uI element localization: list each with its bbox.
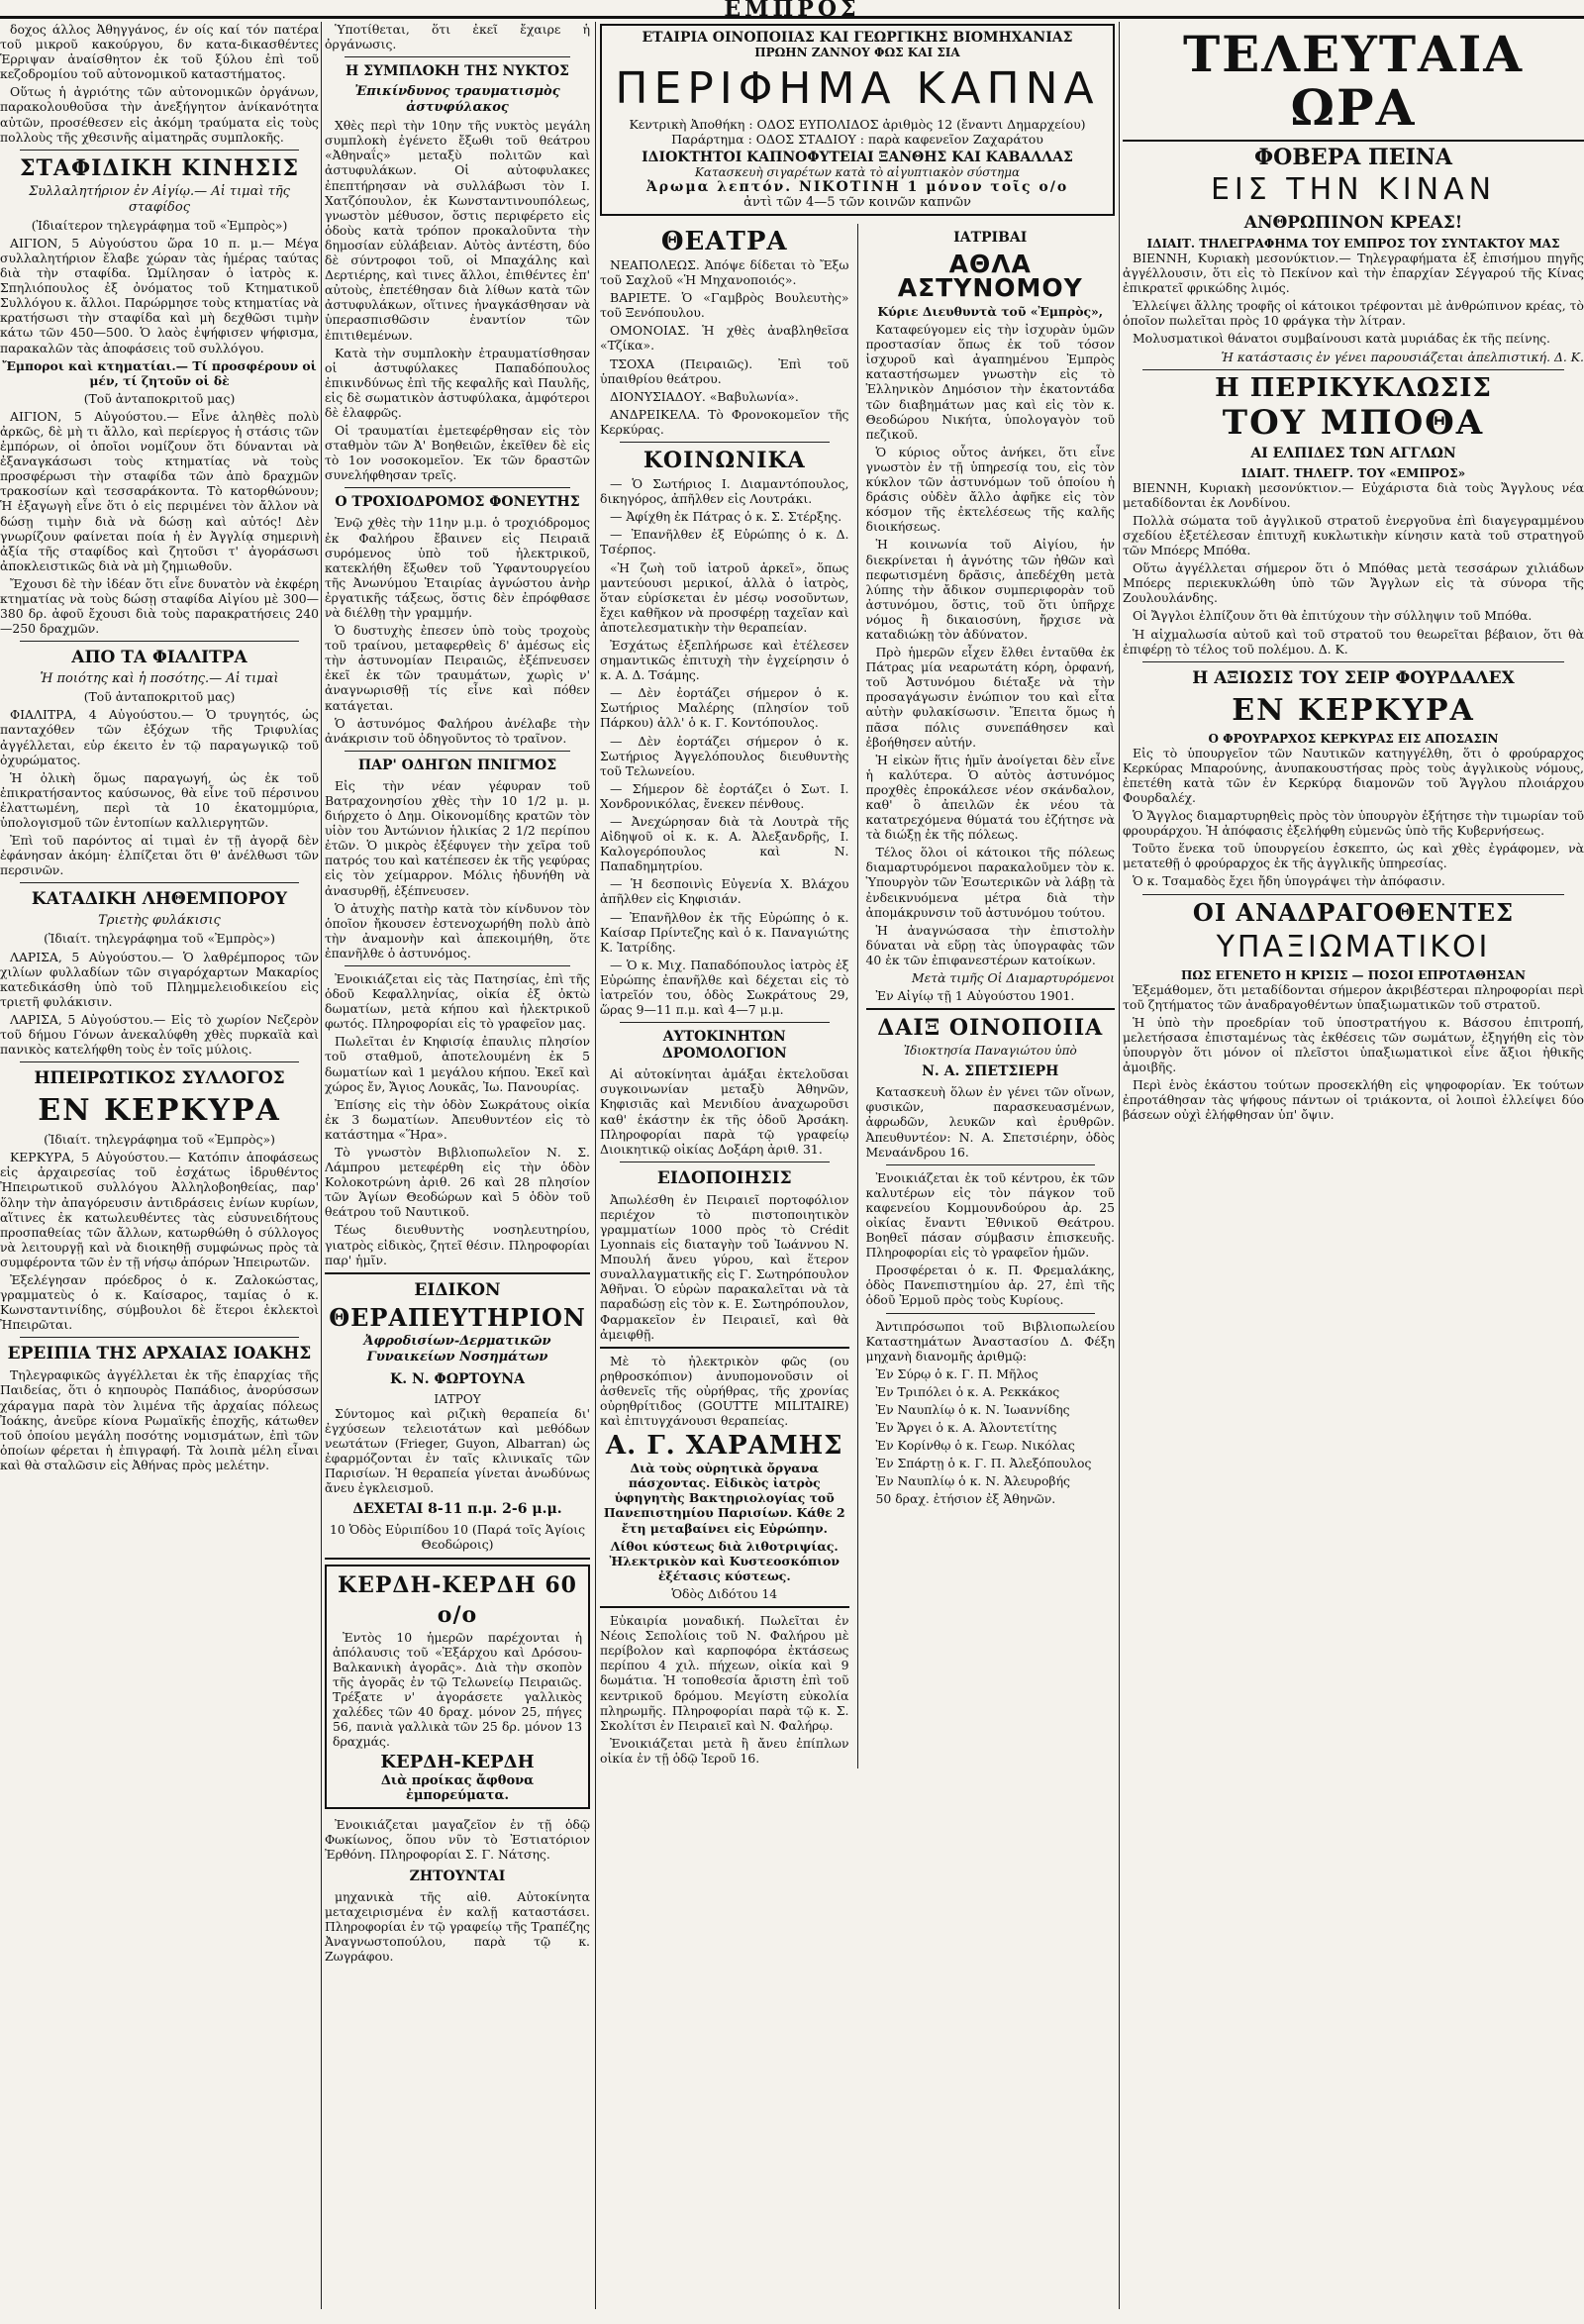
paragraph: ΔΙΟΝΥΣΙΑΔΟΥ. «Βαβυλωνία». — [610, 388, 799, 404]
paragraph: Εἰς τὴν νέαν γέφυραν τοῦ Βατραχονησίου χθὲς τὴν 10 1/2 μ. μ. διήρχετο ὁ Δημ. Οἰκονομίδης κρατῶν τὸν υἱὸν του Ἀντώνιον ἡλικίας 2 1/2 περίπου ἐτῶν. Ὁ μικρὸς ἐξέφυγεν τὴν χεῖρα τοῦ πατρός του καὶ κατέπεσεν ἐκ τῆς γεφύρας εἰς τὸν χείμαρρον. Μόλις ἠδυνήθη νὰ ἀνασυρθῇ, ἐξέπνευσεν. — [325, 777, 590, 898]
ad-hours: ΔΕΧΕΤΑΙ 8-11 π.μ. 2-6 μ.μ. — [352, 1501, 562, 1518]
subheadline: Τριετὴς φυλάκισις — [98, 913, 221, 929]
ad-kapna-title: ΠΕΡΙΦΗΜΑ ΚΑΠΝΑ — [615, 63, 1100, 114]
paragraph: Ἡ ὑπὸ τὴν προεδρίαν τοῦ ὑποστρατήγου κ. Βάσσου ἐπιτροπή, μελετήσασα ἐπισταμένως τὰς ἐκθέσεις τῶν σωμάτων, ἐξηγήθη εἰς τὸν ὑπουργὸν ὅτι μόνον οἱ πλεῖστοι ὑπαξιωματικοὶ εἶνε ἄξιοι ἠθικῆς ἀμοιβῆς. — [1123, 1014, 1584, 1074]
divider — [20, 641, 299, 642]
paragraph: ΤΣΟΧΑ (Πειραιῶς). Ἐπὶ τοῦ ὑπαιθρίου θεάτρου. — [600, 355, 849, 386]
divider — [1123, 140, 1584, 142]
paragraph: (Ἰδιαίτ. τηλεγράφημα τοῦ «Ἐμπρὸς») — [44, 931, 275, 947]
headline-athla: ΑΘΛΑ ΑΣΤΥΝΟΜΟΥ — [897, 250, 1083, 302]
ad-kapna — [600, 24, 1115, 216]
ad-doctor-name: Κ. Ν. ΦΩΡΤΟΥΝΑ — [390, 1370, 525, 1387]
paragraph: Ἀπωλέσθη ἐν Πειραιεῖ πορτοφόλιον περιέχον τὸ πιστοποιητικὸν γραμματίων 1000 πρὸς τὸ Crédit Lyonnais εἰς διαταγὴν τοῦ Ἰωάννου Ν. Μπουλή ἄνευ γύρου, καὶ ἕτερον συναλλαγματικῆς εἰς Γ. Σωτηρόπουλον Ἀθῆναι. Ὁ εὑρὼν παρακαλεῖται νὰ τὰ παραδώσῃ εἰς τὸν κ. Ε. Σωτηρόπουλον, Φαρμακεῖον ἐν Πειραιεῖ, καὶ θὰ ἀμειφθῇ. — [600, 1191, 849, 1342]
ad-address: 10 Ὁδὸς Εὐριπίδου 10 (Παρά τοῖς Ἁγίοις Θεοδώροις) — [329, 1522, 586, 1553]
ad-line: ἀντὶ τῶν 4—5 τῶν κοινῶν καπνῶν — [743, 195, 971, 210]
paragraph: Τέως διευθυντὴς νοσηλευτηρίου, γιατρὸς εἰδικὸς, ζητεῖ θέσιν. Πληροφορίαι παρ' ἡμῖν. — [325, 1222, 590, 1267]
paragraph: Ἐπὶ τοῦ παρόντος αἱ τιμαὶ ἐν τῇ ἀγορᾷ δὲν ἐφάνησαν ἀκόμη· ἐλπίζεται ὅτι θ' ἀνέλθωσι τῶν περσινῶν. — [0, 833, 319, 878]
paragraph: Οὕτως ἡ ἀγριότης τῶν αὐτονομικῶν ὀργάνων, παρακολουθοῦσα τὴν ἀνεξήγητον ἀνίκανότητα αὐτῶν, προσέθεσεν εἰς ἀκόμη τραύματα εἰς τοὺς πολλοὺς τῆς χθεσινῆς αἱματηρᾶς συμπλοκῆς. — [0, 84, 319, 145]
list-item: Ἐν Ναυπλίῳ ὁ κ. Ν. Ἀλευροβής — [875, 1473, 1070, 1489]
paragraph: ΟΜΟΝΟΙΑΣ. Ἡ χθὲς ἀναβληθεῖσα «Τζίκα». — [600, 323, 849, 354]
headline-fialitra: ΑΠΟ ΤΑ ΦΙΑΛΙΤΡΑ — [71, 648, 248, 668]
subheadline: Ἐπικίνδυνος τραυματισμὸς ἀστυφύλακος — [354, 84, 560, 116]
paragraph: Μὲ τὸ ἠλεκτρικὸν φῶς (ου ρηθροσκόπιον) ἀνυπομονοῦσιν οἱ ἀσθενεῖς τῆς οὐρήθρας, τῆς χρονίας οὐρηθρίτιδος (GOUTTE MILITAIRE) καὶ ἐπιτυγχάνουσι θεραπείας. — [600, 1353, 849, 1429]
headline-kerkyra: ΕΝ ΚΕΡΚΥΡΑ — [1232, 692, 1475, 728]
paragraph: Ὁ κύριος οὗτος ἀνήκει, ὅτι εἶνε γνωστὸν ἐν τῇ ὑπηρεσίᾳ του, εἰς τὸν κύκλον τῶν ἀστυνόμων τοῦ ὁποίου ἡ δράσις οὐδὲν ἄλλο ἀφῆκε εἰς τὸν κόσμον τῆς ἐκτελέσεως τῆς καλῆς διοικήσεως. — [865, 444, 1115, 535]
divider — [1142, 661, 1564, 662]
ad-charamis-title: Α. Γ. ΧΑΡΑΜΗΣ — [605, 1431, 843, 1462]
column-2 — [325, 22, 590, 2309]
paragraph: Σύντομος καὶ ριζικὴ θεραπεία δι' ἐγχύσεων τελειοτάτων καὶ μεθόδων νεωτάτων (Frieger, Guyon, Albarran) ὡς ἐφαρμόζονται ἐν ταῖς κλινικαῖς τῶν Παρισίων. Ἡ θεραπεία γίνεται ἀνωδύνως ἄνευ ἐγκλεισμοῦ. — [325, 1405, 590, 1496]
paragraph: Ἐξεμάθομεν, ὅτι μεταδίδονται σήμερον ἀκριβέστεραι πληροφορίαι περὶ τοῦ ζητήματος τῶν ἀναδραγοθέντων ὑπαξιωματικῶν τοῦ στρατοῦ. — [1123, 981, 1584, 1012]
paragraph: Καταφεύγομεν εἰς τὴν ἰσχυρὰν ὑμῶν προστασίαν ὅπως ἐκ τοῦ τόσον ἰσχυροῦ καὶ ἀγαπημένου Ἐμπρὸς καταστήσωμεν γνωστὴν εἰς τὸ Ἑλληνικὸν Δημόσιον τὴν ἐκατοντάδα τῶν διαβημάτων μας καὶ εἰς τὸν κ. Θεοδώρου Νικήτα, ὑπολογαγὸν τοῦ πεζικοῦ. — [865, 322, 1115, 442]
divider — [620, 442, 830, 443]
paragraph: ΚΕΡΚΥΡΑ, 5 Αὐγούστου.— Κατόπιν ἀποφάσεως εἰς ἀρχαιρεσίας τοῦ ἐσχάτως ἱδρυθέντος Ἠπειρωτικοῦ συλλόγου Ἀλληλοβοηθείας, παρ' ὅλην τὴν ἀπαγόρευσιν ἀντιδράσεις ἐνίων κυρίων, αἵτινες ἐκ κατωλευθέντες τὰς εὐσυνειδήτους προσπαθείας τῶν ἄλλων, κατωρθώθη ὁ σύλλογος νὰ λειτουργῇ καὶ νὰ διοικηθῇ συμφώνως πρὸς τὰ συμφέροντα τῶν ἐν τῇ νήσῳ ἀπόρων Ἠπειρωτῶν. — [0, 1150, 319, 1269]
headline-stafidiki: ΣΤΑΦΙΔΙΚΗ ΚΙΝΗΣΙΣ — [19, 154, 300, 181]
subheadline: Συλλαλητήριον ἐν Αἰγίῳ.— Αἱ τιμαὶ τῆς σταφίδος — [29, 183, 290, 215]
divider — [620, 1022, 830, 1023]
paragraph: Εὐκαιρία μοναδική. Πωλεῖται ἐν Νέοις Σεπολίοις τοῦ Ν. Φαλήρου μὲ περίβολον καὶ καρποφόρα ἐκτάσεως περίπου 4 χιλ. πήχεων, οἰκία καὶ 9 δωμάτια. Ἡ τοποθεσία ἄριστη ἐπὶ τοῦ κεντρικοῦ δρόμου. Μεγίστη εὐκολία πληρωμῆς. Πληροφορίαι παρὰ τῷ κ. Σ. Σκολίτσι ἐν Πειραιεῖ καὶ Ν. Φαλήρῳ. — [600, 1613, 849, 1733]
column-3 — [600, 22, 1115, 2309]
paragraph: ΦΙΑΛΙΤΡΑ, 4 Αὐγούστου.— Ὁ τρυγητός, ὡς πανταχόθεν τῶν ἐξόχων τῆς Τριφυλίας ἀγγέλλεται, εὑρ έκειτο ἐν τῷ παραγωγικῷ τοῦ ὀχυρώματος. — [0, 707, 319, 767]
headline-nyktos: Η ΣΥΜΠΛΟΚΗ ΤΗΣ ΝΥΚΤΟΣ — [346, 63, 569, 80]
headline-katadiki: ΚΑΤΑΔΙΚΗ ΛΗΘΕΜΠΟΡΟΥ — [31, 889, 288, 910]
paragraph: — Ἡ δεσποινὶς Εὐγενία Χ. Βλάχου ἀπῆλθεν εἰς Κηφισιάν. — [600, 876, 849, 907]
paragraph: Αἱ αὐτοκίνηται ἀμάξαι ἐκτελοῦσαι συγκοινωνίαν μεταξὺ Ἀθηνῶν, Κηφισιᾶς καὶ Μενιδίου ἀναχωροῦσι καθ' ἑκάστην ἐκ τῆς ὁδοῦ Ἀρσάκη. Πληροφορίαι παρὰ τῷ γραφείῳ Διοικητικῷ οἰκίας Δοξάρη ἀριθ. 31. — [600, 1066, 849, 1157]
ad-line: ΙΔΙΟΚΤΗΤΟΙ ΚΑΠΝΟΦΥΤΕΙΑΙ ΞΑΝΘΗΣ ΚΑΙ ΚΑΒΑΛΛΑΣ — [642, 150, 1073, 165]
paragraph: Ἐνοικιάζεται ἐκ τοῦ κέντρου, ἐκ τῶν καλυτέρων εἰς τὸν πάγκον τοῦ καφενείου Κομμουνδούρου ἀρ. 25 οἰκίας ἔναντι Ἐθνικοῦ Θεάτρου. Βοηθεῖ πάσαν σύμβασιν ἐπισκευῆς. Πληροφορίαι εἰς τὸ γραφεῖον ἡμῶν. — [865, 1169, 1115, 1261]
paragraph: Τὸ γνωστὸν Βιβλιοπωλεῖον Ν. Σ. Λάμπρου μετεφέρθη εἰς τὴν ὁδὸν Κολοκοτρώνη ἀριθ. 26 καὶ 28 πλησίον τῶν Ἁγίων Θεοδώρων καὶ 5 ὁδὸν τοῦ θεάτρου τοῦ Ναυτικοῦ. — [325, 1145, 590, 1220]
paragraph: Οἱ Ἄγγλοι ἐλπίζουν ὅτι θὰ ἐπιτύχουν τὴν σύλληψιν τοῦ Μπόθα. — [1133, 608, 1533, 624]
divider — [325, 1272, 590, 1274]
ad-line: Ἀρωμα λεπτόν. ΝΙΚΟΤΙΝΗ 1 μόνον τοῖς ο/ο — [645, 179, 1069, 195]
headline-ioakis: ΕΡΕΙΠΙΑ ΤΗΣ ΑΡΧΑΙΑΣ ΙΟΑΚΗΣ — [7, 1344, 312, 1364]
paragraph: μηχανικὰ τῆς αἰθ. Αὐτοκίνητα μεταχειρισμένα ἐν καλῇ καταστάσει. Πληροφορίαι ἐν τῷ γραφείῳ τῆς Τραπέζης Ἀναγνωστοπούλου, παρὰ τῷ κ. Ζωγράφου. — [325, 1888, 590, 1964]
divider — [866, 1008, 1116, 1010]
paragraph: ΒΙΕΝΝΗ, Κυριακὴ μεσονύκτιον.— Εὐχάριστα διὰ τοὺς Ἄγγλους νέα μεταδίδονται ἐκ Λονδίνου. — [1123, 479, 1584, 510]
headline-dromologion: ΑΥΤΟΚΙΝΗΤΩΝ ΔΡΟΜΟΛΟΓΙΟΝ — [661, 1029, 787, 1062]
subheadline: ΑΙ ΕΛΠΙΔΕΣ ΤΩΝ ΑΓΓΛΩΝ — [1250, 445, 1456, 461]
subheadline: Ἡ ποιότης καὶ ἡ ποσότης.— Αἱ τιμαὶ — [40, 671, 279, 687]
paragraph: — Ὁ Σωτήριος Ι. Διαμαντόπουλος, δικηγόρος, ἀπῆλθεν εἰς Λουτράκι. — [600, 476, 849, 507]
paragraph: Περὶ ἑνὸς ἑκάστου τούτων προσεκλήθη εἰς ψηφοφορίαν. Ἐκ τούτων ἐπροτάθησαν τὰς ψήφους πάντων οἱ τριάκοντα, οἱ λοιποὶ ἐλλείψει δύο βάσεων οὐχὶ ἐλήφθησαν ὑπ' ὄψιν. — [1123, 1077, 1584, 1123]
paragraph: Χθὲς περὶ τὴν 10ην τῆς νυκτὸς μεγάλη συμπλοκὴ ἐγένετο ἔξωθι τοῦ θεάτρου «Ἀθηναΐς» μεταξὺ πολιτῶν καὶ ἀστυφυλάκων. Οἱ αὐτοφυλακες ἐπεπτήρησαν νὰ συλλάβωσι τὸν Ι. Χατζόπουλον, ἐκ Κωνσταντινουπόλεως, γνωστὸν μέθυσον, ὅστις περιφέρετο εἰς ὁδοὺς κατὰ τρόπον προκαλοῦντα τὴν δημοσίαν εὐλάβειαν. Αὐτὸς ἀντέστη, δύο δὲ σύντροφοι τοῦ, οἱ Μπαχάλης καὶ Δερτιέρης, καὶ τινες ἄλλοι, ἐπιθέντες ἐπ' αὐτοὺς, ἐπετέθησαν διὰ λίθων κατὰ τῶν ἀστυφυλάκων, οἵτινες ἠναγκάσθησαν νὰ ὑπερασπισθῶσιν ἐναντίον τῶν ἐπιτιθεμένων. — [325, 118, 590, 343]
paragraph: ΝΕΑΠΟΛΕΩΣ. Ἀπόψε δίδεται τὸ Ἔξω τοῦ Σαχλοῦ «Ἡ Μηχανοποιός». — [600, 257, 849, 288]
signature: Μετὰ τιμῆς Οἱ Διαμαρτυρόμενοι — [911, 970, 1115, 986]
paragraph: Ἐντὸς 10 ἡμερῶν παρέχονται ἡ ἀπόλαυσις τοῦ «Ἐξάρχου καὶ Δρόσου-Βαλκανικὴ ἀγορᾶς». Διὰ τὴν σκοπὸν τῆς ἀγορᾶς ἐν τῷ Τελωνείῳ Πειραιῶς. Τρέξατε ν' ἀγοράσετε γαλλικὸς χαλέδες τῶν 40 δραχ. μόνον 25, πήγες 56, πανιὰ γαλλικὰ τῶν 25 δρ. μόνον 13 δραχμάς. — [333, 1629, 582, 1750]
paragraph: Τηλεγραφικῶς ἀγγέλλεται ἐκ τῆς ἐπαρχίας τῆς Παιδείας, ὅτι ὁ κηπουρὸς Παπάδιος, ἀνορύσσων χάραγμα παρὰ τὸν λιμένα τῆς ἀρχαίας πόλεως Ἰοάκης, ἀνεῦρε κίονα Ρωμαϊκῆς ἐποχῆς, κάτωθεν τοῦ ὁποίου μεγάλη ποσότης νομισμάτων, ἐπὶ τῶν ὁποίων φέρεται ἡ ἐπιγραφή. Τὰ λοιπὰ μέλη εἶναι καὶ θὰ σταλῶσιν εἰς Ἀθήνας πρὸς μελέτην. — [0, 1367, 319, 1472]
masthead: ΕΜΠΡΟΣ — [724, 0, 860, 18]
divider — [345, 751, 570, 752]
column-rule — [595, 22, 596, 2309]
top-rule — [0, 16, 1584, 19]
ad-therapeftirion-sub: Ἀφροδισίων-Δερματικῶν Γυναικείων Νοσημάτων — [363, 1333, 551, 1364]
paragraph: Ὑποτίθεται, ὅτι ἐκεῖ ἔχαιρε ἡ ὀργάνωσις. — [325, 22, 590, 52]
paragraph: Τοῦτο ἕνεκα τοῦ ὑπουργείου ἐσκεπτο, ὡς καὶ χθὲς ἐγράφομεν, νὰ μετατεθῇ ὁ φρούραρχος ἐκ τῆς ἀγγλικῆς ὑπηρεσίας. — [1123, 841, 1584, 871]
list-item: Ἐν Τριπόλει ὁ κ. Α. Ρεκκάκος — [875, 1383, 1060, 1399]
headline-axiosis: Η ΑΞΙΩΣΙΣ ΤΟΥ ΣΕΙΡ ΦΟΥΡΔΑΛΕΧ — [1192, 667, 1515, 688]
paragraph: Προσφέρεται ὁ κ. Π. Φρεμαλάκης, ὁδὸς Πανεπιστημίου ἀρ. 27, ἐπὶ τῆς ὁδοῦ Ἐρμοῦ πρὸς τοὺς Κυρίους. — [865, 1263, 1115, 1308]
paragraph: Ἐλλείψει ἄλλης τροφῆς οἱ κάτοικοι τρέφονται μὲ ἀνθρώπινον κρέας, τὸ ὁποῖον πωλεῖται πρὸς 10 φράγκα τὴν λίτραν. — [1123, 298, 1584, 329]
paragraph: Ὁ Ἄγγλος διαμαρτυρηθεὶς πρὸς τὸν ὑπουργὸν ἐξήτησε τὴν τιμωρίαν τοῦ φρουράρχου. Ἡ ἀπόφασις ἐξελήφθη εὐμενῶς ὑπὸ τῆς Κυβερνήσεως. — [1123, 808, 1584, 839]
paragraph: ΛΑΡΙΣΑ, 5 Αὐγούστου.— Εἰς τὸ χωρίον Νεζερὸν τοῦ δήμου Γόνων ἀνεκαλύφθη χθὲς πυρκαϊὰ καὶ πανικὸς κατελήφθη τοὺς ἐν τοῖς μύλοις. — [0, 1011, 319, 1058]
paragraph: Ἐν Αἰγίῳ τῇ 1 Αὐγούστου 1901. — [875, 988, 1075, 1004]
paragraph: Κατασκευὴ ὅλων ἐν γένει τῶν οἴνων, φυσικῶν, παρασκευασμένων, ἀφρωδῶν, λευκῶν καὶ ἐρυθρῶν. Ἀπευθυντέον: Ν. Α. Σπετσιέρην, ὁδὸς Μεναάνδρου 16. — [865, 1084, 1115, 1160]
headline-eidopoiisis: ΕΙΔΟΠΟΙΗΣΙΣ — [656, 1167, 792, 1188]
ad-line: Κατασκευὴ σιγαρέτων κατὰ τὸ αἰγυπτιακὸν σύστημα — [694, 165, 1021, 179]
paragraph: Πωλεῖται ἐν Κηφισίᾳ ἐπαυλις πλησίον τοῦ σταθμοῦ, ἀποτελουμένη ἐκ 5 δωματίων καὶ 1 μεγάλου κήπου. Ἐκεῖ καὶ χώρος ἔν, Ἄγιος Λουκᾶς, Ἰω. Πανουρίας. — [325, 1034, 590, 1094]
column-rule — [321, 22, 322, 2309]
paragraph: Κατὰ τὴν συμπλοκὴν ἐτραυματίσθησαν οἱ ἀστυφύλακες Παπαδόπουλος ἐπικινδύνως ἐπὶ τῆς κεφαλῆς καὶ Παυλῆς, εἰς δὲ σωματικὸν ἀστυφύλακα, ἀμφότεροι δὲ ἐλαφρῶς. — [325, 345, 590, 420]
headline-kina: ΕΙΣ ΤΗΝ ΚΙΝΑΝ — [1210, 172, 1497, 207]
list-item: Ἐν Ναυπλίῳ ὁ κ. Ν. Ἰωαννίδης — [875, 1402, 1070, 1417]
paragraph: — Ἀφίχθη ἐκ Πάτρας ὁ κ. Σ. Στέρξης. — [610, 509, 842, 525]
divider — [886, 1313, 1096, 1314]
headline-oinopoiia: ΔΑΙΞ ΟΙΝΟΠΟΙΙΑ — [877, 1015, 1104, 1042]
ad-kerdi2-title: ΚΕΡΔΗ-ΚΕΡΔΗ — [380, 1752, 535, 1773]
list-item: Ἐν Σύρῳ ὁ κ. Γ. Π. Μῆλος — [875, 1365, 1039, 1381]
headline-fonevtis: Ο ΤΡΟΧΙΟΔΡΟΜΟΣ ΦΟΝΕΥΤΗΣ — [335, 494, 580, 511]
telegram-label: ΙΔΙΑΙΤ. ΤΗΛΕΓΡ. ΤΟΥ «ΕΜΠΡΟΣ» — [1240, 465, 1466, 480]
paragraph: Εἰς τὸ ὑπουργεῖον τῶν Ναυτικῶν κατηγγέλθη, ὅτι ὁ φρούραρχος Κερκύρας Μπαρούνης, ἀνυπακουστήσας πρὸς τοὺς ἀγγλικοὺς νόμους, ἐπετέθη κατὰ τῶν ἐν Κερκύρᾳ διαμονῶν τοῦ Ἄγγλου πλοιάρχου Φουρδαλέχ. — [1123, 745, 1584, 805]
subheadline: Ἰδιοκτησία Παναγιώτου ὑπὸ — [903, 1044, 1077, 1059]
telegram-label: ΙΔΙΑΙΤ. ΤΗΛΕΓΡΑΦΗΜΑ ΤΟΥ ΕΜΠΡΟΣ ΤΟΥ ΣΥΝΤΑΚΤΟΥ ΜΑΣ — [1146, 237, 1560, 251]
headline-place: ΕΝ ΚΕΡΚΥΡΑ — [38, 1093, 281, 1129]
ad-owner: Ν. Α. ΣΠΕΤΣΙΕΡΗ — [922, 1063, 1059, 1080]
paragraph: Οἱ τραυματίαι ἐμετεφέρθησαν εἰς τὸν σταθμὸν τῶν Ἀ' Βοηθειῶν, ἐκεῖθεν δὲ εἰς τὸ 1ον νοσοκομεῖον. Ἐκ τῶν δραστῶν συνελήφθησαν τρεῖς. — [325, 423, 590, 483]
paragraph: ΑΙΓΙΟΝ, 5 Αὐγούστου ὥρα 10 π. μ.— Μέγα συλλαλητήριον ἔλαβε χώραν τὰς ἡμέρας ταύτας διὰ τὴν σταφίδα. Ὡμίλησαν ὁ ἰατρὸς κ. Σπηλιόπουλος ἐξ ὀνόματος τοῦ Κτηματικοῦ Συλλόγου κ. ἄλλοι. Παρώρμησε τοὺς κτηματίας νὰ κρατήσωσι τὴν σταφίδα καὶ μὴ δεχθῶσι τιμὴν κάτω τῶν 450—500. Ὁ λαὸς ἐψήφισεν ψήφισμα, παρακαλῶν τὰς ἀποφάσεις τοῦ συλλόγου. — [0, 235, 319, 355]
ad-kerdi-title: ΚΕΡΔΗ-ΚΕΡΔΗ 60 ο/ο — [338, 1571, 577, 1628]
paragraph: Πολλὰ σώματα τοῦ ἀγγλικοῦ στρατοῦ ἐνεργοῦνα ἐπὶ διαγεγραμμένου σχεδίου ἐξετέλεσαν ἐπιτυχῆ κυκλωτικὴν κίνησιν κατὰ τοῦ στρατηγοῦ τῶν Μπόερς Μπόθα. — [1123, 512, 1584, 558]
divider — [600, 1606, 849, 1608]
divider — [325, 1558, 590, 1560]
paragraph: «Ἡ ζωὴ τοῦ ἰατροῦ ἀρκεῖ», ὅπως μαντεύουσι μερικοί, ἀλλὰ ὁ ἰατρὸς, ὅταν εὑρίσκεται ἐν μέσῳ νοσοῦντων, ἔχει καθῆκον νὰ προσφέρῃ ταχεῖαν καὶ ἀποτελεσματικὴν τὴν θεραπείαν. — [600, 559, 849, 635]
ad-therapeftirion-label: ΕΙΔΙΚΟΝ — [414, 1279, 501, 1300]
paragraph: ΒΑΡΙΕΤΕ. Ὁ «Γαμβρὸς Βουλευτὴς» τοῦ Ξενόπουλου. — [600, 290, 849, 321]
ad-company: ΕΤΑΙΡΙΑ ΟΙΝΟΠΟΙΙΑΣ ΚΑΙ ΓΕΩΡΓΙΚΗΣ ΒΙΟΜΗΧΑΝΙΑΣ — [642, 30, 1073, 46]
headline-anadragothentes: ΟΙ ΑΝΑΔΡΑΓΟΘΕΝΤΕΣ — [1192, 897, 1515, 927]
ad-therapeftirion-title: ΘΕΡΑΠΕΥΤΗΡΙΟΝ — [329, 1302, 586, 1332]
paragraph: Ἡ κοινωνία τοῦ Αἰγίου, ἡν διεκρίνεται ἡ ἁγνότης τῶν ἠθῶν καὶ πεφωτισμένη δρᾶσις, ἀπεδέχθη μετὰ λύπης τὴν ἄδικον συμπεριφορὰν τοῦ ἀστυνόμου, ὅστις, τοῦ ὅτι ὑπῆρχε νόμος ἢ δικαιοσύνη, ἤρχισε νὰ καταδιώκῃ τὸν ἀδύνατον. — [865, 537, 1115, 642]
divider — [20, 150, 299, 151]
headline-botha: ΤΟΥ ΜΠΟΘΑ — [1222, 402, 1485, 443]
subheadline: Ο ΦΡΟΥΡΑΡΧΟΣ ΚΕΡΚΥΡΑΣ ΕΙΣ ΑΠΟΣΑΣΙΝ — [1208, 731, 1499, 746]
paragraph: (Ἰδιαίτ. τηλεγράφημα τοῦ «Ἐμπρὸς») — [44, 1132, 275, 1148]
paragraph: Ἐνῷ χθὲς τὴν 11ην μ.μ. ὁ τροχιόδρομος ἐκ Φαλήρου ἔβαινεν εἰς Πειραιᾶ συρόμενος ὑπὸ τοῦ ἠλεκτρικοῦ, κατεκλήθη ἔξωθεν τοῦ Ὑφαντουργείου τῆς Ἀνωνύμου Ἑταιρίας ἀγνώστου ἀνὴρ ἐργατικῆς τάξεως, ὅστις δὲν ἐπρόφθασε νὰ διέλθῃ τὴν γραμμήν. — [325, 515, 590, 620]
paragraph: Ἐνοικιάζεται εἰς τὰς Πατησίας, ἐπὶ τῆς ὁδοῦ Κεφαλληνίας, οἰκία ἐξ ὀκτὼ δωματίων, μετὰ κήπου καὶ ἠλεκτρικοῦ φωτός. Πληροφορίαι εἰς τὸ γραφεῖον μας. — [325, 970, 590, 1032]
paragraph: ΑΙΓΙΟΝ, 5 Αὐγούστου.— Εἶνε ἀληθὲς πολὺ ἀρκῶς, δὲ μὴ τι ἄλλο, καὶ περίεργος ἡ στάσις τῶν ἐμπόρων, οἱ ὁποῖοι νομίζουν ὅτι δύνανται νὰ ἐξαναγκάσωσι τοὺς κτηματίας νὰ τοὺς προσφέρωσι τὴν σταφίδα τῶν ἀπὸ δραχμῶν τρακοσίων καὶ τεσσαράκοντα. Τὸ κατορθώνουν; Ἡ ἐξαγωγὴ εἶνε ὅτι ὁ εἰς περιμένει τὸν ἄλλον νὰ δώσῃ τιμὴν διὰ νὰ δώσῃ καὶ αὐτός! Δὲν γνωρίζουν φαίνεται ποία ἡ ἐν Ἀγγλίᾳ σημερινὴ ἀξία τῆς σταφίδος καὶ ζητοῦσι τ' ἀγοράσωσι ἀποκλειστικῶς διὰ νὰ μὴ ζημιωθοῦν. — [0, 408, 319, 573]
paragraph: Ὁ δυστυχὴς ἐπεσεν ὑπὸ τοὺς τροχοὺς τοῦ τραίνου, μεταφερθεὶς δ' ἀμέσως εἰς τὴν ἀστυνομίαν Πειραιῶς, ἐξέπνευσεν ἐκεῖ ἐκ τῶν τραυμάτων, χωρὶς ν' ἀναγνωρισθῇ τίς εἶνε καὶ πόθεν κατάγεται. — [325, 623, 590, 713]
divider — [1142, 894, 1564, 895]
ad-kerdi2-sub: Διὰ προίκας ἄφθονα ἐμπορεύματα. — [380, 1773, 535, 1804]
column-4 — [1123, 22, 1584, 2309]
paragraph: Ἡ ἀναγνώσασα τὴν ἐπιστολὴν δύναται νὰ εὕρῃ τὰς ὑπογραφὰς τῶν 40 ἐκ τῶν ἐπιφανεστέρων κατοίκων. — [865, 922, 1115, 967]
signature: Ἡ κατάστασις ἐν γένει παρουσιάζεται ἀπελπιστική. Δ. Κ. — [1221, 349, 1584, 364]
divider — [600, 1347, 849, 1349]
paragraph: (Τοῦ ἀνταποκριτοῦ μας) — [83, 689, 236, 705]
paragraph: ΒΙΕΝΝΗ, Κυριακὴ μεσονύκτιον.— Τηλεγραφήματα ἐξ ἐπισήμου πηγῆς ἀγγέλλουσιν, ὅτι εἰς τὸ Πεκίνον καὶ τὴν ἐπαρχίαν Σέγγαρού τῆς Κίνας ἐπικρατεῖ φρικώδης λιμός. — [1123, 251, 1584, 296]
ad-kerdi — [325, 1565, 590, 1810]
ad-address: Ὁδὸς Διδότου 14 — [671, 1585, 778, 1601]
headline-iatrivai: ΙΑΤΡΙΒΑΙ — [953, 230, 1028, 246]
headline-peina: ΦΟΒΕΡΑ ΠΕΙΝΑ — [1254, 145, 1452, 170]
list-item: Ἐν Κορίνθῳ ὁ κ. Γεωρ. Νικόλας — [875, 1438, 1075, 1454]
paragraph: (Τοῦ ἀνταποκριτοῦ μας) — [83, 390, 236, 406]
ad-line: Κεντρικὴ Ἀποθήκη : ΟΔΟΣ ΕΥΠΟΛΙΔΟΣ ἀριθμὸς 12 (ἔναντι Δημαρχείου) — [629, 117, 1086, 132]
paragraph: Διὰ τοὺς οὐρητικὰ ὄργανα πάσχοντας. Εἰδικὸς ἰατρὸς ὑφηγητὴς Βακτηριολογίας τοῦ Πανεπιστημίου Παρισίων. Κάθε 2 ἔτη μεταβαίνει εἰς Εὐρώπην. — [603, 1461, 845, 1536]
paragraph: Ἔχουσι δὲ τὴν ἰδέαν ὅτι εἶνε δυνατὸν νὰ ἐκφέρη κτηματίας νὰ τοὺς δώσῃ σταφίδα Αἰγίου μὲ 300—380 δρ. ἀφοῦ ἔχουσι διὰ τοὺς παρακρατήσεις 240—250 δραχμῶν. — [0, 575, 319, 637]
divider — [886, 1164, 1096, 1165]
divider — [1142, 369, 1564, 370]
paragraph: δοχος άλλος Ἀθηγγάνος, έν οίς καί τόν πατέρα τοῦ μικροῦ κακούργου, δν κατα-δικασθέντες Ἑρριψαν ἀναίσθητον ἐκ τοῦ ξύλου ἐπὶ τοῦ κεζοδρομίου τοῦ αὐτονομικοῦ καταστήματος. — [0, 22, 319, 82]
paragraph: Ἀντιπρόσωποι τοῦ Βιβλιοπωλείου Καταστημάτων Ἀναστασίου Δ. Φέξη μηχανὴ διανομῆς ἀριθμῷ: — [865, 1318, 1115, 1364]
headline-theatra: ΘΕΑΤΡΑ — [660, 227, 788, 256]
paragraph: ΑΝΔΡΕΙΚΕΛΑ. Τὸ Φρονοκομεῖον τῆς Κερκύρας. — [600, 406, 849, 437]
divider — [345, 56, 570, 57]
paragraph: Μολυσματικοὶ θάνατοι συμβαίνουσι κατὰ μυριάδας ἐκ τῆς πείνης. — [1133, 331, 1550, 347]
paragraph: Ἡ αἰχμαλωσία αὐτοῦ καὶ τοῦ στρατοῦ του θεωρεῖται βέβαιον, ὅτι θὰ ἐπιφέρῃ τὸ τέλος τοῦ πολέμου. Δ. Κ. — [1123, 626, 1584, 657]
paragraph: — Ὁ κ. Μιχ. Παπαδόπουλος ἰατρὸς ἐξ Εὐρώπης ἐπανῆλθε καὶ δέχεται εἰς τὸ ἰατρεῖόν του, ὁδὸς Σωκράτους 29, ὥρας 9—11 π.μ. καὶ 4—7 μ.μ. — [600, 957, 849, 1018]
paragraph: — Σήμερον δὲ ἐορτάζει ὁ Σωτ. Ι. Χονδρονικόλας, ἔνεκεν πένθους. — [600, 780, 849, 811]
paragraph: Πρὸ ἡμερῶν εἶχεν ἔλθει ἐνταῦθα ἐκ Πάτρας μία νεαρωτάτη κόρη, ὀρφανή, τοῦ Ἀστυνόμου διέταξε νὰ τὴν προσαγάγωσιν ἐνώπιον του καὶ εἶτα αὐτὴν φυλακίσωσιν. Ἔπειτα ὅμως ἡ πᾶσα πόλις συνεπάθησεν καὶ ἐβοήθησεν αὐτήν. — [865, 645, 1115, 750]
paragraph: — Ἐπανῆλθον ἐκ τῆς Εὐρώπης ὁ κ. Καίσαρ Πρίντεζης καὶ ὁ κ. Παναγιώτης Κ. Ἰατρίδης. — [600, 909, 849, 955]
column-3-split — [600, 224, 1115, 1768]
paragraph: Ἐνοικιάζεται μετὰ ἢ ἄνευ ἐπίπλων οἰκία ἐν τῇ ὁδῷ Ἱεροῦ 16. — [600, 1735, 849, 1766]
paragraph: ΛΑΡΙΣΑ, 5 Αὐγούστου.— Ὁ λαθρέμπορος τῶν χιλίων φυλλαδίων τῶν σιγαρόχαρτων Μακαρίος κατεδικάσθη ὑπὸ τοῦ Πλημμελειοδικείου εἰς τριετῆ φυλάκισιν. — [0, 949, 319, 1009]
headline-perikyklosis: Η ΠΕΡΙΚΥΚΛΩΣΙΣ — [1215, 372, 1492, 403]
ad-zitountai-title: ΖΗΤΟΥΝΤΑΙ — [409, 1868, 506, 1884]
ad-owner: ΠΡΩΗΝ ΖΑΝΝΟΥ ΦΩΣ ΚΑΙ ΣΙΑ — [754, 46, 960, 59]
paragraph: Κύριε Διευθυντὰ τοῦ «Ἐμπρὸς», — [877, 304, 1104, 319]
paragraph: Ἐνοικιάζεται μαγαζεῖον ἐν τῇ ὁδῷ Φωκίωνος, ὅπου νῦν τὸ Ἐστιατόριον Ἐρθόνη. Πληροφορίαι Σ. Γ. Νάτσης. — [325, 1817, 590, 1863]
ad-doctor-role: ΙΑΤΡΟΥ — [434, 1391, 481, 1406]
ad-line: Παράρτημα : ΟΔΟΣ ΣΤΑΔΙΟΥ : παρὰ καφενεῖον Ζαχαράτου — [671, 132, 1043, 147]
paragraph: Ὁ κ. Τσαμαδὸς ἔχει ἤδη ὑπογράψει τὴν ἀπόφασιν. — [1133, 873, 1445, 889]
column-3-left — [600, 224, 849, 1768]
subheadline: ΠΩΣ ΕΓΕΝΕΤΟ Η ΚΡΙΣΙΣ — ΠΟΣΟΙ ΕΠΡΟΤΑΘΗΣΑΝ — [1181, 967, 1526, 982]
paragraph: Τέλος ὅλοι οἱ κάτοικοι τῆς πόλεως διαμαρτυρόμενοι παρακαλοῦμεν τὸν κ. Ὑπουργὸν τῶν Ἐσωτερικῶν νὰ λάβῃ τὰ ἐνδεικνυόμενα μέτρα διὰ τὴν ἀπομάκρυνσιν τοῦ ἀστυνόμου τούτου. — [865, 845, 1115, 920]
paragraph: Ἐπίσης εἰς τὴν ὁδὸν Σωκράτους οἰκία ἐκ 3 δωματίων. Ἀπευθυντέον εἰς τὸ κατάστημα «Ἥρα». — [325, 1096, 590, 1142]
list-item: Ἐν Σπάρτῃ ὁ κ. Γ. Π. Ἀλεξόπουλος — [875, 1456, 1092, 1471]
paragraph: — Ἐπανῆλθεν ἐξ Εὐρώπης ὁ κ. Δ. Τσέρπος. — [600, 527, 849, 557]
paragraph: — Δὲν ἐορτάζει σήμερον ὁ κ. Σωτήριος Μαλέρης (πλησίον τοῦ Πάρκου) ἀλλ' ὁ κ. Γ. Κοντόπουλος. — [600, 685, 849, 731]
paragraph: Ὁ ἀτυχὴς πατὴρ κατὰ τὸν κίνδυνον τὸν ὁποῖον ἤκουσεν ἐστενοχωρήθη πολὺ ἀπὸ τὴν ἀναμονὴν καὶ ἀπεκοιμήθη, ὅτε ἐπανῆλθε ὁ ἀστυνόμος. — [325, 900, 590, 960]
headline-odigon: ΠΑΡ' ΟΔΗΓΩΝ ΠΝΙΓΜΟΣ — [357, 757, 557, 773]
paragraph: Οὕτω ἀγγέλλεται σήμερον ὅτι ὁ Μπόθας μετὰ τεσσάρων χιλιάδων Μπόερς περιεκυκλώθη ὑπὸ τῶν Ἄγγλων εἰς τὰ σύνορα τῆς Ζουλουλάνδης. — [1123, 560, 1584, 606]
divider — [20, 1061, 299, 1062]
paragraph: Ἐσχάτως ἐξεπλήρωσε καὶ ἐτέλεσεν σημαντικῶς ἐπιτυχὴ τὴν ἐγχείρησιν ὁ κ. Α. Δ. Τσάμης. — [600, 637, 849, 683]
column-1 — [0, 22, 319, 2309]
headline-ipirotikos: ΗΠΕΙΡΩΤΙΚΟΣ ΣΥΛΛΟΓΟΣ — [34, 1068, 285, 1089]
subheadline: ΑΝΘΡΩΠΙΝΟΝ ΚΡΕΑΣ! — [1243, 213, 1463, 233]
list-item: 50 δραχ. ἐτήσιον ἐξ Ἀθηνῶν. — [875, 1491, 1056, 1507]
paragraph: Ἡ εἰκὼν ἥτις ἡμῖν ἀνοίγεται δὲν εἶνε ἡ καλύτερα. Ὁ αὐτὸς ἀστυνόμος προχθὲς ἐπροκάλεσε νέον σκάνδαλον, καθ' ὃ ἀπειλῶν ἐκ νέου τὰ κατατρεχόμενα θύματά του ἐζήτησε νὰ τὰ διώξῃ ἐκ τῆς πόλεως. — [865, 752, 1115, 843]
column-3-right — [857, 224, 1116, 1768]
list-item: Ἐν Ἄργει ὁ κ. Α. Ἀλοντετίτης — [875, 1420, 1057, 1436]
headline-koinonika: ΚΟΙΝΩΝΙΚΑ — [643, 448, 806, 474]
paragraph: Ἡ ὀλικὴ ὅμως παραγωγή, ὡς ἐκ τοῦ ἐπικρατήσαντος καύσωνος, θὰ εἶνε τοῦ πέρσινου ἐλαττωμένη, περὶ τὰ 10 ἑκατομμύρια, ὑπολογισμοῦ τῶν ἐντοπίων καλλιεργητῶν. — [0, 769, 319, 831]
paragraph: Ὁ ἀστυνόμος Φαλήρου ἀνέλαβε τὴν ἀνάκρισιν τοῦ ὀδηγοῦντος τὸ τραῖνον. — [325, 715, 590, 746]
paragraph: Λίθοι κύστεως διὰ λιθοτριψίας. Ἠλεκτρικὸν καὶ Κυστεοσκόπιον ἐξέτασις κύστεως. — [609, 1538, 841, 1583]
headline-ypaxiomatikoi: ΥΠΑΞΙΩΜΑΤΙΚΟΙ — [1216, 929, 1491, 964]
column-rule — [1119, 22, 1120, 2309]
headline-teleftaia-ora: ΤΕΛΕΥΤΑΙΑ ΩΡΑ — [1182, 25, 1525, 137]
paragraph: Ἐξελέγησαν πρόεδρος ὁ κ. Ζαλοκώστας, γραμματεὺς ὁ κ. Καίσαρος, ταμίας ὁ κ. Κωνσταντινίδης, σύμβουλοι δὲ ἕτεροι ἐκλεκτοὶ Ἠπειρῶται. — [0, 1272, 319, 1333]
divider — [345, 487, 570, 488]
divider — [20, 1337, 299, 1338]
subheadline: Ἔμποροι καὶ κτηματίαι.— Τί προσφέρουν οἱ μέν, τί ζητοῦν οἱ δὲ — [2, 357, 317, 388]
divider — [345, 965, 570, 966]
paragraph: — Δὲν ἐορτάζει σήμερον ὁ κ. Σωτήριος Ἀγγελόπουλος διευθυντὴς τοῦ Τελωνείου. — [600, 733, 849, 778]
paragraph: — Ἀνεχώρησαν διὰ τὰ Λουτρὰ τῆς Αἰδηψοῦ οἱ κ. κ. Α. Ἀλεξανδρῆς, Ι. Καλογερόπουλος καὶ Ν. Παπαδημητρίου. — [600, 814, 849, 874]
paragraph: (Ἰδιαίτερον τηλεγράφημα τοῦ «Ἐμπρὸς») — [31, 217, 288, 233]
divider — [20, 882, 299, 883]
